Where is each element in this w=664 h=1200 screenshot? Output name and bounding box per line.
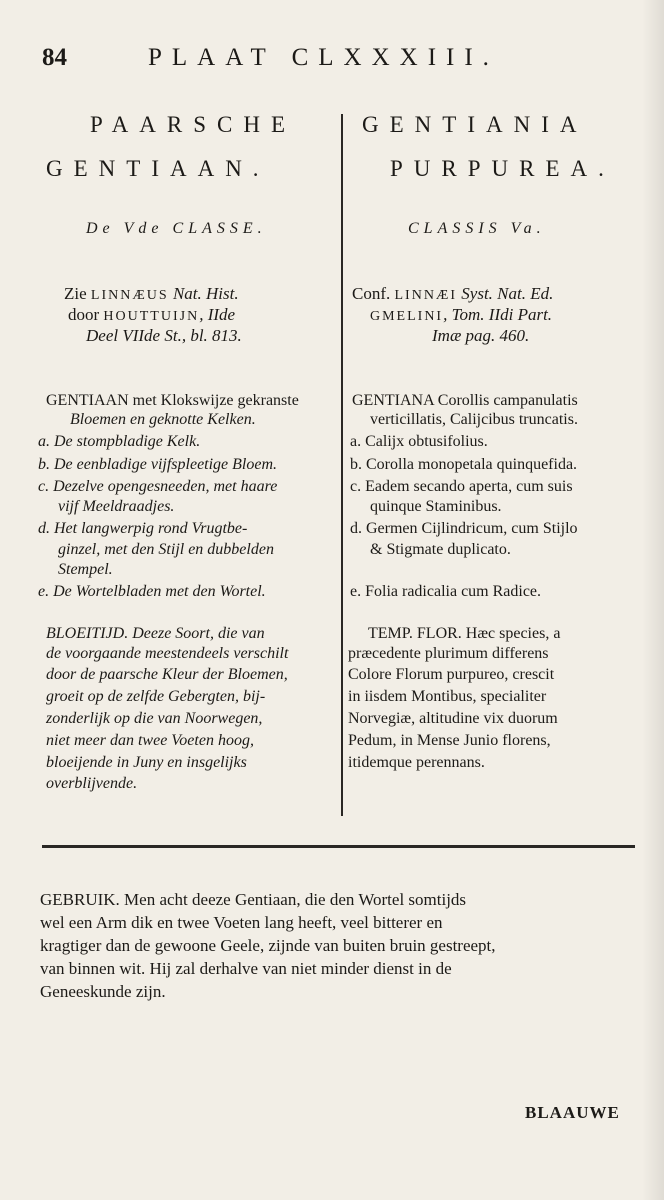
page-number: 84: [42, 44, 67, 71]
latin-desc-line: a. Calijx obtusifolius.: [350, 433, 488, 450]
catchword: BLAAUWE: [525, 1103, 620, 1122]
latin-desc-line: & Stigmate duplicato.: [370, 541, 511, 558]
dutch-bloei-line: overblijvende.: [46, 775, 138, 792]
dutch-desc-line: ginzel, met den Stijl en dubbelden: [58, 541, 274, 558]
latin-desc-line: c. Eadem secando aperta, cum suis: [350, 478, 573, 495]
section-rule: [42, 845, 635, 848]
gebruik-line: van binnen wit. Hij zal derhalve van niet minder dienst in de: [40, 959, 452, 978]
dutch-bloei-line: bloeijende in Juny en insgelijks: [46, 754, 247, 771]
dutch-desc-line: b. De eenbladige vijfspleetige Bloem.: [38, 456, 278, 473]
latin-flor-line: itidemque perennans.: [348, 754, 485, 771]
latin-ref-line: Imæ pag. 460.: [432, 326, 530, 345]
latin-class: CLASSIS Va.: [408, 220, 546, 237]
latin-flor-line: Colore Florum purpureo, crescit: [348, 666, 555, 683]
dutch-bloei-line: niet meer dan twee Voeten hoog,: [46, 732, 254, 749]
page-edge-shadow: [642, 0, 664, 1200]
latin-ref-line: Conf. LINNÆI Syst. Nat. Ed.: [352, 284, 554, 303]
dutch-desc-line: GENTIAAN met Klokswijze gekranste: [46, 392, 299, 409]
latin-flor-line: Pedum, in Mense Junio florens,: [348, 732, 551, 749]
dutch-bloei-line: zonderlijk op die van Noorwegen,: [46, 710, 263, 727]
dutch-bloei-line: door de paarsche Kleur der Bloemen,: [46, 666, 288, 683]
dutch-ref-line: door HOUTTUIJN, IIde: [68, 305, 236, 324]
dutch-desc-line: a. De stompbladige Kelk.: [38, 433, 201, 450]
latin-title-line2: PURPUREA.: [390, 156, 615, 181]
latin-flor-line: TEMP. FLOR. Hæc species, a: [368, 625, 561, 642]
column-divider: [341, 114, 343, 816]
gebruik-line: wel een Arm dik en twee Voeten lang heeft, veel bitterer en: [40, 913, 443, 932]
latin-desc-line: d. Germen Cijlindricum, cum Stijlo: [350, 520, 578, 537]
dutch-ref-line: Deel VIIde St., bl. 813.: [86, 326, 242, 345]
latin-flor-line: præcedente plurimum differens: [348, 645, 549, 662]
dutch-bloei-line: BLOEITIJD. Deeze Soort, die van: [46, 625, 265, 642]
latin-desc-line: b. Corolla monopetala quinquefida.: [350, 456, 578, 473]
dutch-bloei-line: groeit op de zelfde Gebergten, bij-: [46, 688, 266, 705]
dutch-class: De Vde CLASSE.: [86, 220, 267, 237]
latin-ref-line: GMELINI, Tom. IIdi Part.: [370, 305, 553, 324]
gebruik-line: Geneeskunde zijn.: [40, 982, 166, 1001]
dutch-title-line2: GENTIAAN.: [46, 156, 270, 181]
latin-desc-line: verticillatis, Calijcibus truncatis.: [370, 411, 578, 428]
dutch-desc-line: e. De Wortelbladen met den Wortel.: [38, 583, 266, 600]
latin-flor-line: in iisdem Montibus, specialiter: [348, 688, 547, 705]
gebruik-paragraph: [40, 888, 640, 1003]
latin-flor-line: Norvegiæ, altitudine vix duorum: [348, 710, 558, 727]
dutch-bloei-line: de voorgaande meestendeels verschilt: [46, 645, 289, 662]
dutch-desc-line: Stempel.: [58, 561, 113, 578]
latin-desc-line: quinque Staminibus.: [370, 498, 502, 515]
latin-desc-line: GENTIANA Corollis campanulatis: [352, 392, 578, 409]
gebruik-line: kragtiger dan de gewoone Geele, zijnde van buiten bruin gestreept,: [40, 936, 496, 955]
latin-desc-line: e. Folia radicalia cum Radice.: [350, 583, 542, 600]
dutch-desc-line: d. Het langwerpig rond Vrugtbe-: [38, 520, 248, 537]
plate-title: PLAAT CLXXXIII.: [148, 44, 499, 71]
dutch-desc-line: Bloemen en geknotte Kelken.: [70, 411, 256, 428]
dutch-title-line1: PAARSCHE: [90, 112, 297, 137]
latin-title-line1: GENTIANIA: [362, 112, 588, 137]
gebruik-line: GEBRUIK. Men acht deeze Gentiaan, die den Wortel somtijds: [40, 890, 467, 909]
dutch-ref-line: Zie LINNÆUS Nat. Hist.: [64, 284, 239, 303]
dutch-desc-line: vijf Meeldraadjes.: [58, 498, 175, 515]
dutch-desc-line: c. Dezelve opengesneeden, met haare: [38, 478, 278, 495]
